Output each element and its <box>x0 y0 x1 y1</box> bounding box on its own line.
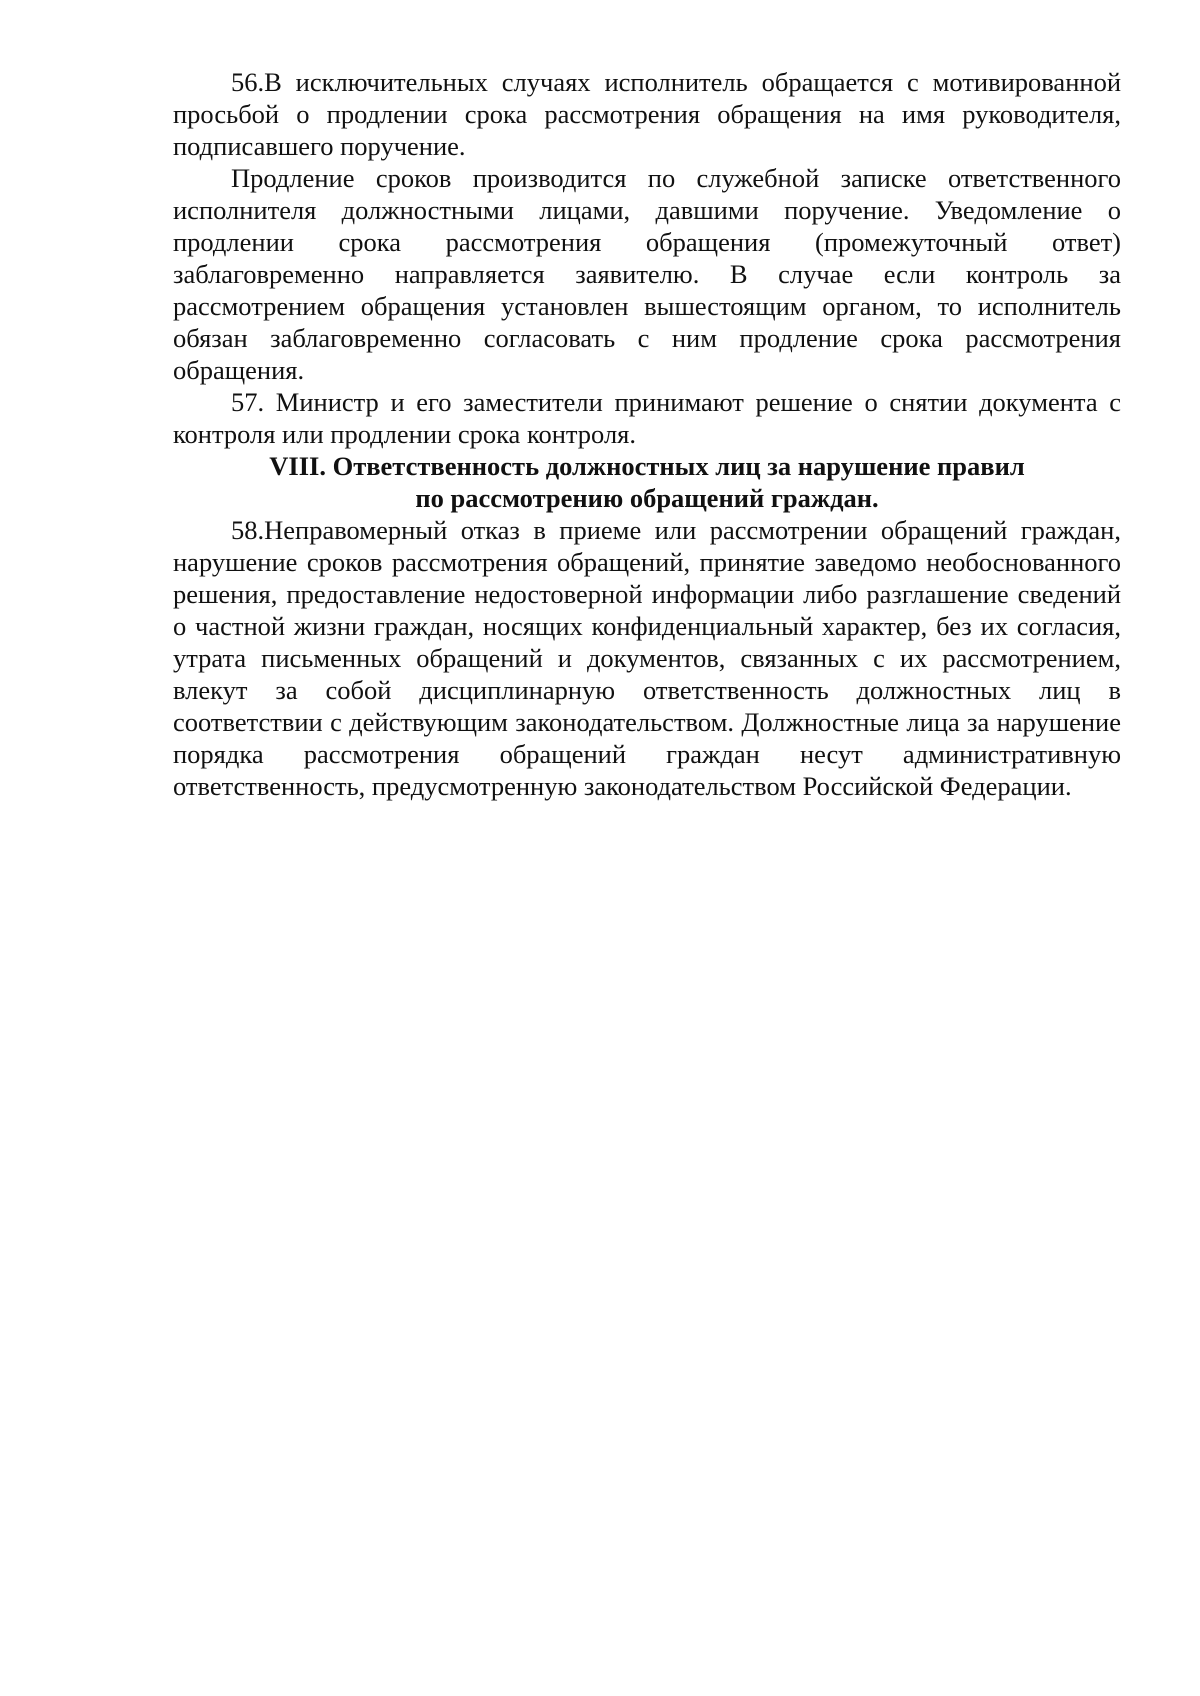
paragraph-57: 57. Министр и его заместители принимают решение о снятии документа с контроля или продлении срока контроля. <box>173 387 1121 449</box>
document-body <box>173 66 1121 802</box>
section-heading-line2: по рассмотрению обращений граждан. <box>415 483 879 513</box>
paragraph-58: 58.Неправомерный отказ в приеме или рассмотрении обращений граждан, нарушение сроков рассмотрения обращений, принятие заведомо необоснованного решения, предоставление недостоверной информации либо разглашение сведений о частной жизни граждан, носящих конфиденциальный характер, без их согласия, утрата письменных обращений и документов, связанных с их рассмотрением, влекут за собой дисциплинарную ответственность должностных лиц в соответствии с действующим законодательством. Должностные лица за нарушение порядка рассмотрения обращений граждан несут административную ответственность, предусмотренную законодательством Российской Федерации. <box>173 515 1121 801</box>
paragraph-extension: Продление сроков производится по служебной записке ответственного исполнителя должностными лицами, давшими поручение. Уведомление о продлении срока рассмотрения обращения (промежуточный ответ) заблаговременно направляется заявителю. В случае если контроль за рассмотрением обращения установлен вышестоящим органом, то исполнитель обязан заблаговременно согласовать с ним продление срока рассмотрения обращения. <box>173 163 1121 385</box>
section-heading-line1: VIII. Ответственность должностных лиц за нарушение правил <box>269 451 1025 481</box>
section-heading <box>173 450 1121 514</box>
paragraph-56: 56.В исключительных случаях исполнитель обращается с мотивированной просьбой о продлении срока рассмотрения обращения на имя руководителя, подписавшего поручение. <box>173 67 1121 161</box>
